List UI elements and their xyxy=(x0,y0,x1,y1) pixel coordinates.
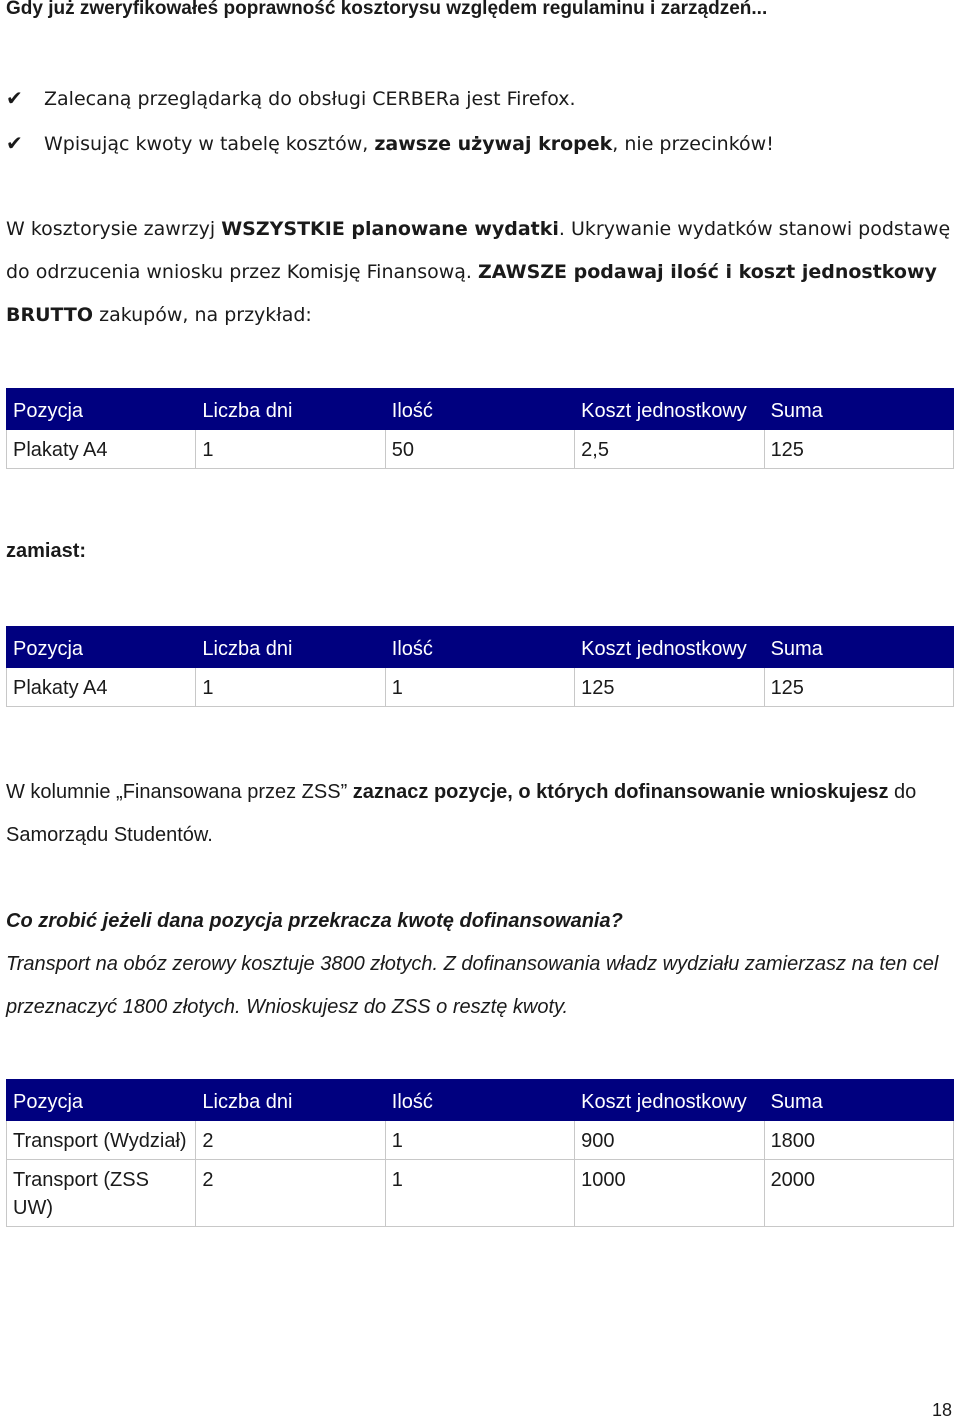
header-unit-cost: Koszt jednostkowy xyxy=(575,1080,764,1121)
checklist-bold-text: zawsze używaj kropek xyxy=(374,133,613,155)
table-cell: 125 xyxy=(764,668,953,707)
header-position: Pozycja xyxy=(7,389,196,430)
checklist-text: Wpisując kwoty w tabelę kosztów, xyxy=(44,133,375,155)
header-quantity: Ilość xyxy=(385,627,574,668)
header-sum: Suma xyxy=(764,627,953,668)
answer-paragraph: Transport na obóz zerowy kosztuje 3800 złotych. Z dofinansowania władz wydziału zamierzasz na ten cel przeznaczyć 1800 złotych. Wnioskujesz do ZSS o resztę kwoty. xyxy=(6,953,939,1018)
table-cell: 1 xyxy=(196,430,385,469)
table-cell: 2 xyxy=(196,1160,385,1227)
table-cell: 1 xyxy=(385,1121,574,1160)
table-row xyxy=(7,1160,954,1227)
table-row xyxy=(7,430,954,469)
table-cell: 1 xyxy=(385,1160,574,1227)
table-header-row xyxy=(7,389,954,430)
paragraph-bold: WSZYSTKIE planowane wydatki xyxy=(221,218,559,240)
instead-label: zamiast: xyxy=(6,540,87,562)
header-unit-cost: Koszt jednostkowy xyxy=(575,627,764,668)
checkmark-icon: ✔ xyxy=(6,86,23,110)
table-cell: Plakaty A4 xyxy=(7,430,196,469)
header-position: Pozycja xyxy=(7,627,196,668)
example-table-split xyxy=(6,1079,954,1227)
question-text: Co zrobić jeżeli dana pozycja przekracza kwotę dofinansowania? xyxy=(6,910,623,932)
header-sum: Suma xyxy=(764,389,953,430)
table-cell: 1800 xyxy=(764,1121,953,1160)
table-row xyxy=(7,668,954,707)
table-cell: 1 xyxy=(385,668,574,707)
header-unit-cost: Koszt jednostkowy xyxy=(575,389,764,430)
paragraph-text: W kosztorysie zawrzyj xyxy=(6,218,222,240)
header-sum: Suma xyxy=(764,1080,953,1121)
table-header-row xyxy=(7,627,954,668)
table-row xyxy=(7,1121,954,1160)
checklist-text: Zalecaną przeglądarką do obsługi CERBERa jest Firefox. xyxy=(44,88,576,110)
table-cell: Transport (Wydział) xyxy=(7,1121,196,1160)
paragraph-text: . Ukrywanie wydatków stanowi podstawę do odrzucenia wniosku przez Komisję Finansową. xyxy=(6,218,951,283)
paragraph-bold: zaznacz pozycje, o których dofinansowanie wnioskujesz xyxy=(352,781,889,803)
question-heading xyxy=(6,900,956,943)
table-cell: 1000 xyxy=(575,1160,764,1227)
header-quantity: Ilość xyxy=(385,389,574,430)
header-days: Liczba dni xyxy=(196,389,385,430)
paragraph-text: do Samorządu Studentów. xyxy=(6,781,917,846)
header-position: Pozycja xyxy=(7,1080,196,1121)
table-cell: 2000 xyxy=(764,1160,953,1227)
table-cell: 900 xyxy=(575,1121,764,1160)
paragraph-text: zakupów, na przykład: xyxy=(93,304,312,326)
header-quantity: Ilość xyxy=(385,1080,574,1121)
checklist-text: , nie przecinków! xyxy=(612,133,774,155)
page-heading: Gdy już zweryfikowałeś poprawność kosztorysu względem regulaminu i zarządzeń... xyxy=(6,0,768,19)
header-days: Liczba dni xyxy=(196,627,385,668)
paragraph-all-expenses xyxy=(6,208,956,337)
table-cell: Transport (ZSS UW) xyxy=(7,1160,196,1227)
checklist-item-firefox xyxy=(6,86,576,110)
checkmark-icon: ✔ xyxy=(6,131,23,155)
paragraph-bold: ZAWSZE podawaj ilość i koszt jednostkowy BRUTTO xyxy=(6,261,937,326)
table-cell: Plakaty A4 xyxy=(7,668,196,707)
table-cell: 125 xyxy=(764,430,953,469)
example-table-incorrect xyxy=(6,626,954,707)
table-header-row xyxy=(7,1080,954,1121)
table-cell: 50 xyxy=(385,430,574,469)
page-number: 18 xyxy=(931,1400,952,1420)
table-cell: 125 xyxy=(575,668,764,707)
header-days: Liczba dni xyxy=(196,1080,385,1121)
paragraph-financed-column xyxy=(6,771,956,857)
table-cell: 2,5 xyxy=(575,430,764,469)
table-cell: 1 xyxy=(196,668,385,707)
table-cell: 2 xyxy=(196,1121,385,1160)
checklist-item-dots xyxy=(6,131,774,155)
paragraph-text: W kolumnie „Finansowana przez ZSS” xyxy=(6,781,353,803)
example-table-correct xyxy=(6,388,954,469)
